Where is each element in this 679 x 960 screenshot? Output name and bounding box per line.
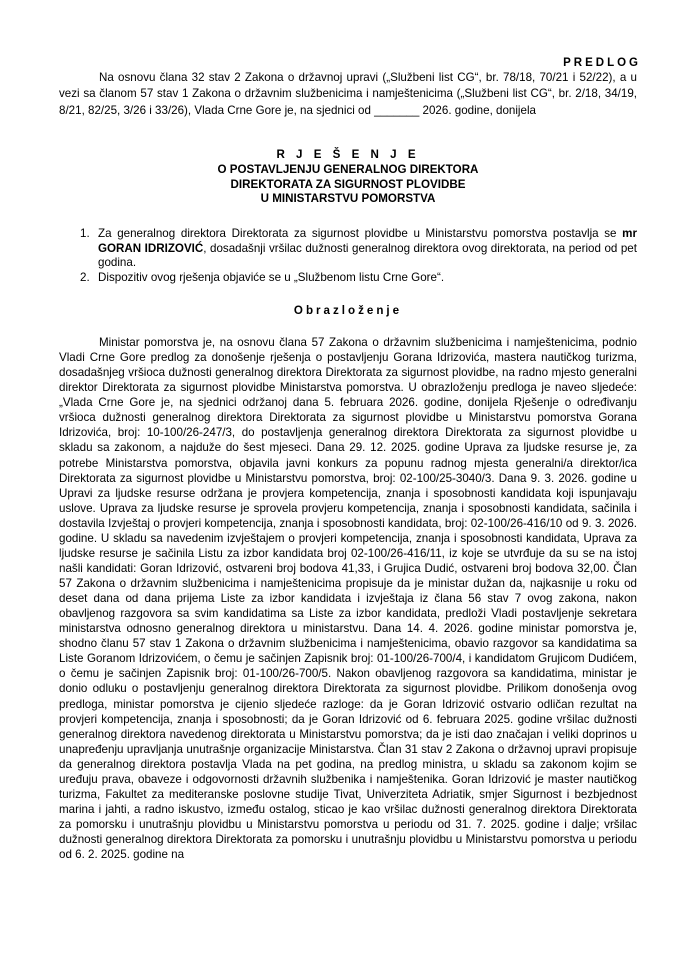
title-line-2: O POSTAVLJENJU GENERALNOG DIREKTORA — [217, 162, 479, 176]
appointee-name: mr GORAN IDRIZOVIĆ — [98, 227, 637, 255]
decision-title — [59, 148, 637, 207]
decision-item-1 — [59, 227, 637, 271]
title-line-1: R J E Š E N J E — [276, 148, 420, 161]
item-text-after: , dosadašnji vršilac dužnosti generalnog direktora ovog direktorata, na period od pet godina. — [98, 241, 637, 270]
decision-items — [59, 227, 637, 285]
preamble-paragraph: Na osnovu člana 32 stav 2 Zakona o državnoj upravi („Službeni list CG“, br. 78/18, 70/21 i 52/22), a u vezi sa članom 57 stav 1 Zakona o državnim službenicima i namještenicima („Službeni list CG“, br. 2/18, 34/19, 8/21, 82/25, 3/26 i 33/26), Vlada Crne Gore je, na sjednici od _______ 2026. godine, donijela — [59, 71, 637, 117]
predlog-label: PREDLOG — [563, 57, 641, 69]
section-title: Obrazloženje — [293, 304, 403, 317]
item-text-before: Za generalnog direktora Direktorata za sigurnost plovidbe u Ministarstvu pomorstva postavlja se — [98, 227, 623, 240]
item-number: 2. — [80, 270, 90, 284]
title-line-3: DIREKTORATA ZA SIGURNOST PLOVIDBE — [230, 177, 466, 191]
explanation-body: Ministar pomorstva je, na osnovu člana 57 Zakona o državnim službenicima i namještenicima, podnio Vladi Crne Gore predlog za donošenje rješenja o postavljenju Gorana Idrizovića, mastera nautičkog turizma, dosadašnjeg vršioca dužnosti generalnog direktora Direktorata za sigurnost plovidbe, na radno mjesto generalni direktor Direktorata za sigurnost plovidbe Ministarstva pomorstva. U obrazloženju predloga je naveo sljedeće: „Vlada Crne Gore je, na sjednici održanoj dana 5. februara 2026. godine, donijela Rješenje o određivanju vršioca dužnosti generalnog direktora Direktorata za sigurnost plovidbe u Ministarstvu pomorstva Gorana Idrizovića, broj: 10-100/26-247/3, do postavljenja generalnog direktora Direktorata za sigurnost plovidbe u skladu sa zakonom, a najduže do šest mjeseci. Dana 29. 12. 2025. godine Uprava za ljudske resurse je, za potrebe Ministarstva pomorstva, objavila javni konkurs za popunu radnog mjesta generalni/a direktor/ica Direktorata za sigurnost plovidbe u Ministarstvu pomorstva, broj: 02-100/25-3040/3. Dana 9. 3. 2026. godine u Upravi za ljudske resurse održana je provjera kompetencija, znanja i sposobnosti kandidata koji ispunjavaju uslove. Uprava za ljudske resurse je sprovela provjeru kompetencija, znanja i sposobnosti kandidata, sačinila i dostavila Izvještaj o provjeri kompetencija, znanja i sposobnosti kandidata, broj: 02-100/26-416/10 od 9. 3. 2026. godine. U skladu sa navedenim izvještajem o provjeri kompetencija, znanja i sposobnosti kandidata, Uprava za ljudske resurse je sačinila Listu za izbor kandidata broj 02-100/26-416/11, iz koje se utvrđuje da su se na istoj našli kandidati: Goran Idrizović, ostvareni broj bodova 41,33, i Grujica Dudić, ostvareni broj bodova 32,00. Član 57 Zakona o državnim službenicima i namještenicima propisuje da je ministar dužan da, najkasnije u roku od deset dana od dana prijema Liste za izbor kandidata i izvještaja iz člana 56 stav 7 ovog zakona, nakon obavljenog razgovora sa svim kandidatima sa Liste za izbor kandidata, predloži Vladi postavljenje sekretara ministarstva odnosno generalnog direktora u ministarstvu. Dana 14. 4. 2026. godine ministar pomorstva je, shodno članu 57 stav 1 Zakona o državnim službenicima i namještenicima, obavio razgovor sa kandidatima sa Liste Goranom Idrizovićem, o čemu je sačinjen Zapisnik broj: 01-100/26-700/4, i kandidatom Grujicom Dudićem, o čemu je sačinjen Zapisnik broj: 01-100/26-700/5. Nakon obavljenog razgovora sa kandidatima, ministar je donio odluku o postavljenju generalnog direktora Direktorata za sigurnost plovidbe. Prilikom donošenja ovog predloga, ministar pomorstva je cijenio sljedeće razloge: da je Goran Idrizović ostvario odličan rezultat na provjeri kompetencija, znanja i sposobnosti; da je Goran Idrizović od 6. februara 2025. godine vršilac dužnosti generalnog direktora navedenog direktorata u Ministarstvu pomorstva; da je isti dao značajan i veliki doprinos u unapređenju upravljanja unutrašnje organizacije Ministarstva. Član 31 stav 2 Zakona o državnoj upravi propisuje da generalnog direktora postavlja Vlada na pet godina, na predlog ministra, u skladu sa zakonom kojim se uređuju prava, obaveze i odgovornosti državnih službenika i namještenika. Goran Idrizović je master nautičkog turizma, Fakultet za mediteranske poslovne studije Tivat, Univerziteta Adriatik, smjer Sigurnost i bezbjednost marina i jahti, a radno iskustvo, između ostalog, sticao je kao vršilac dužnosti generalnog direktora Direktorata za pomorsku i unutrašnju plovidbu u Ministarstvu pomorstva u periodu od 31. 7. 2025. godine i dalje; vršilac dužnosti generalnog direktora Direktorata za pomorsku i unutrašnju plovidbu u Ministarstvu pomorstva u periodu od 6. 2. 2025. godine na — [59, 336, 637, 862]
decision-item-2 — [59, 271, 637, 286]
item-text: Dispozitiv ovog rješenja objaviće se u „Službenom listu Crne Gore“. — [98, 270, 445, 284]
title-line-4: U MINISTARSTVU POMORSTVA — [260, 192, 436, 206]
item-number: 1. — [80, 227, 90, 240]
